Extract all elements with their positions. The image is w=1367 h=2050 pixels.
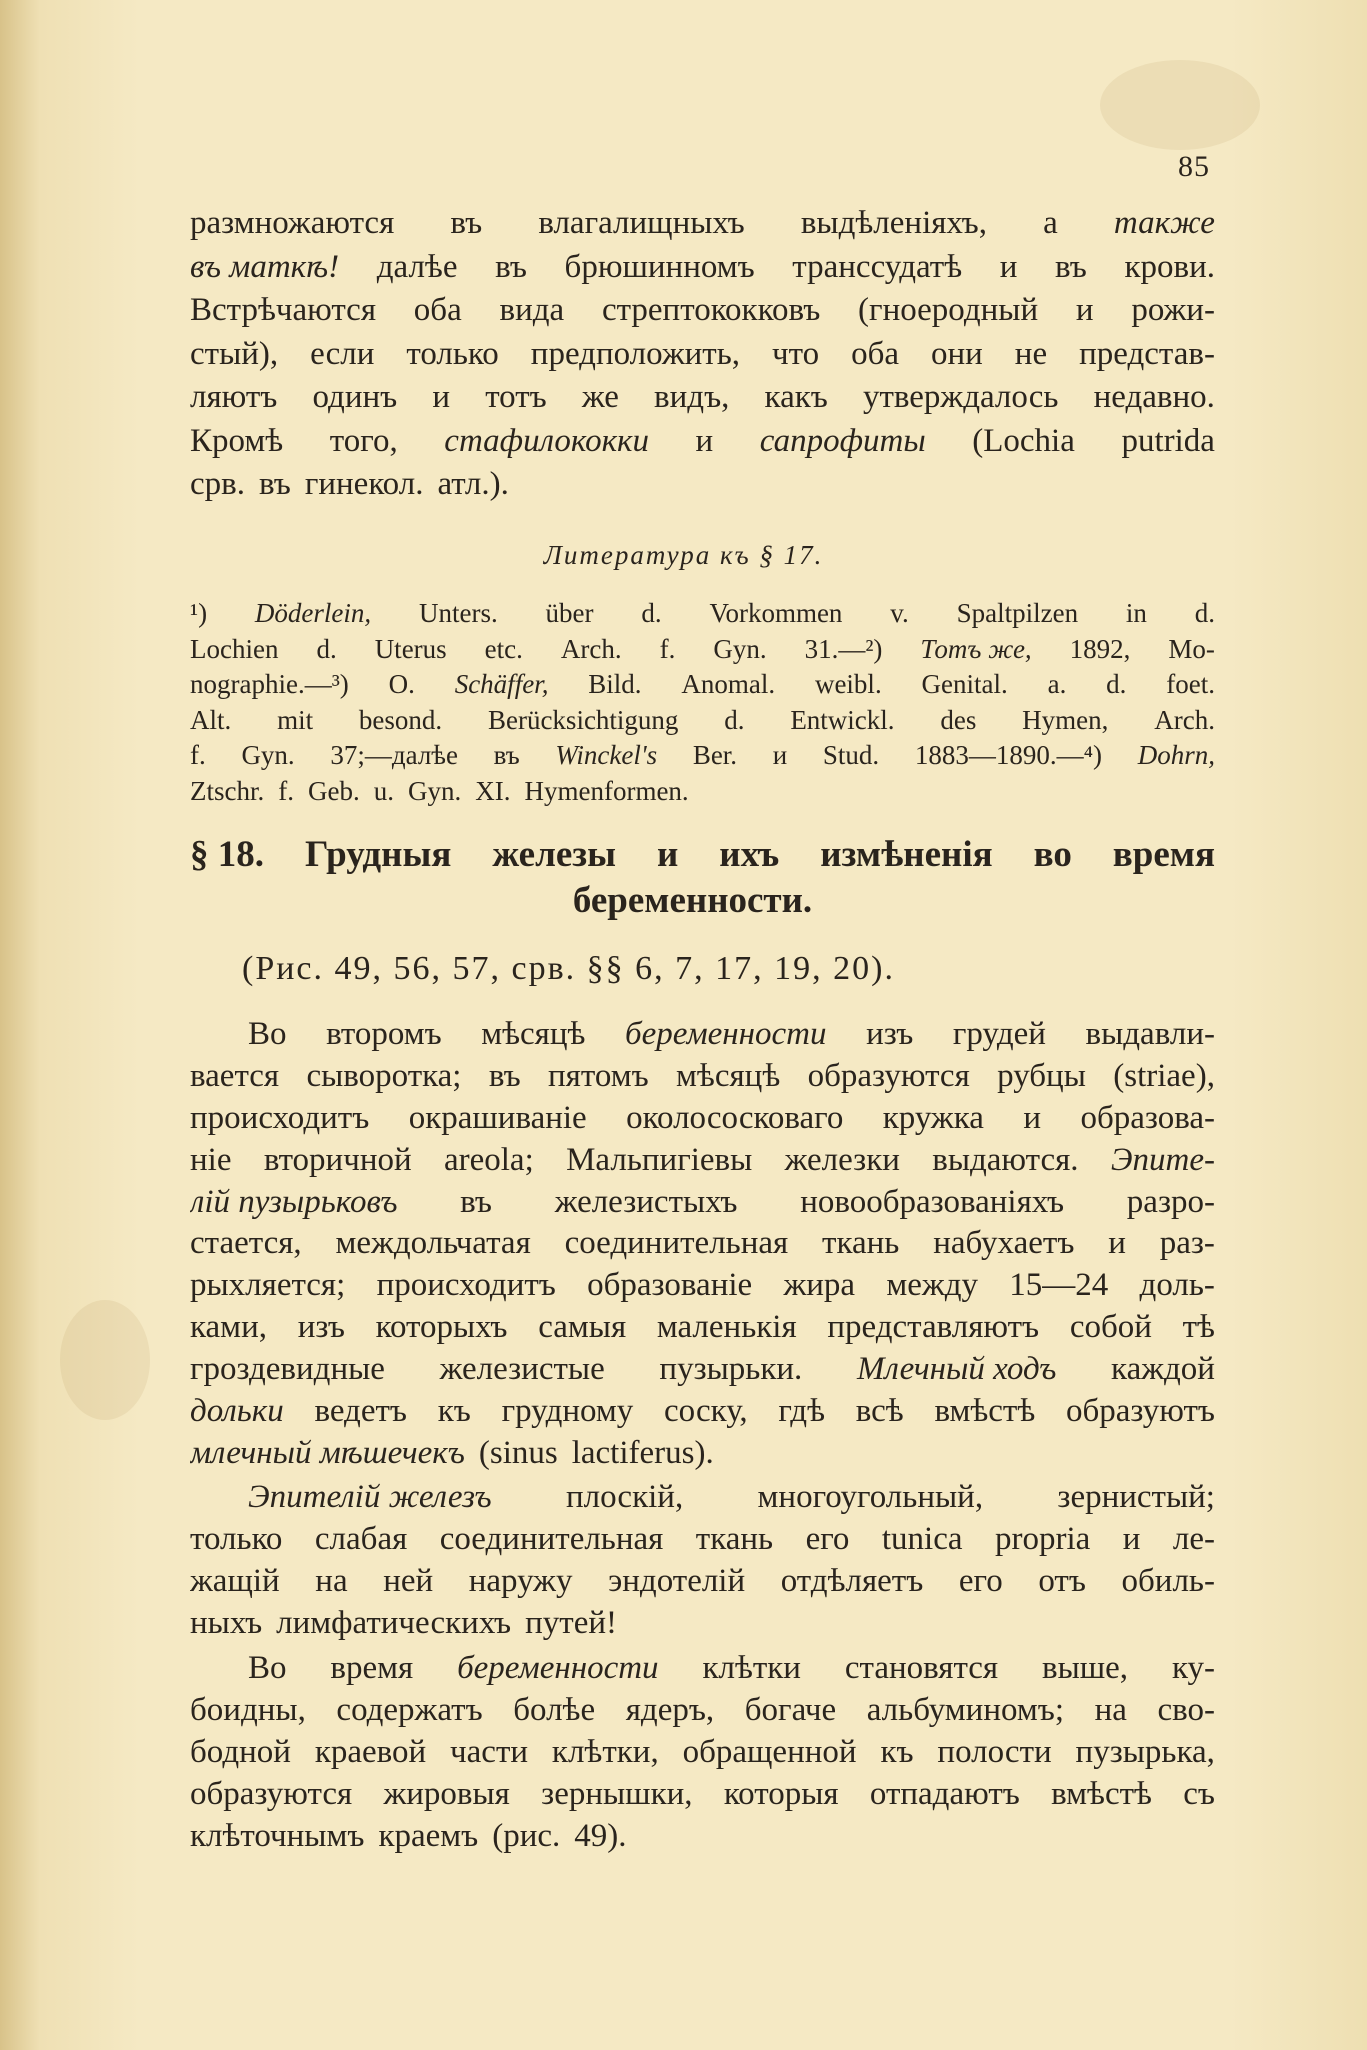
word: его [958,1563,1003,1599]
word: рыхляется; [190,1267,346,1304]
word: которыя [723,1776,839,1812]
word: срв. [190,466,245,502]
word: млечный мѣшечекъ [190,1434,465,1471]
word: брюшинномъ [564,248,755,285]
word: сапрофиты [759,422,926,459]
word: weibl. [814,669,882,699]
word: образуются [807,1057,970,1094]
text-line [190,246,1215,290]
word: въ [450,205,483,241]
word: Anomal. [681,669,776,699]
word: Во [248,1016,287,1052]
word: стафилококки [444,422,649,459]
word: ядеръ, [625,1692,715,1728]
word: всѣ [855,1393,904,1430]
word: вмѣстѣ [934,1393,1036,1430]
word: образуются [190,1776,353,1812]
word: foet. [1166,669,1215,699]
word: Во [248,1650,287,1686]
word: и [695,422,714,459]
paragraph-1 [190,202,1215,507]
text-line [190,1647,1215,1689]
word: набухаетъ [933,1225,1075,1262]
word: вида [499,292,565,328]
word: въ [258,466,291,502]
paragraph-4 [190,1647,1215,1857]
word: и [1075,292,1094,328]
word: въ [460,1183,492,1220]
word: Gyn. [713,633,767,664]
word: лимфатическихъ [276,1605,512,1641]
word: in [1125,598,1147,628]
word: въ маткѣ! [190,248,340,285]
word: a. [1047,669,1067,699]
word: собой [1069,1309,1152,1346]
word: über [545,598,594,628]
paragraph-3 [190,1476,1215,1644]
word: зернистый; [1057,1479,1215,1515]
word: выдаются. [932,1141,1079,1178]
text-line [190,1223,1215,1265]
word: Mo- [1168,633,1215,664]
word: Ztschr. [190,775,265,806]
text-line [190,333,1215,377]
word: d. [1106,669,1127,699]
word: грудному [501,1393,634,1430]
word: на [1094,1692,1127,1728]
word: Dohrn, [1137,740,1215,770]
word: обращенной [682,1734,857,1770]
text-line [190,1014,1215,1056]
text-line [190,738,1215,774]
word: гдѣ [778,1393,826,1430]
word: гроздевидные [190,1351,385,1388]
word: происходитъ [190,1099,370,1136]
word: 31.—²) [804,633,883,664]
word: недавно. [1093,379,1215,415]
word: Schäffer, [454,669,549,699]
word: въ [493,740,520,770]
word: транссудатѣ [792,248,963,285]
word: и [656,834,679,875]
word: краевой [314,1734,427,1770]
word: крови. [1124,248,1215,285]
word: d. [641,598,662,628]
word: Тотъ же, [920,633,1032,664]
word: выдѣленіяхъ, [800,205,987,241]
word: тѣ [1182,1309,1215,1346]
word: вается [190,1057,280,1094]
text-line [190,420,1215,464]
word: Bild. [588,669,642,699]
word: ведетъ [314,1393,407,1430]
word: далѣе [376,248,458,285]
paper-stain [1100,60,1260,150]
word: въ [495,248,527,285]
word: представ- [1079,335,1215,372]
word: наружу [468,1563,573,1599]
word: Genital. [921,669,1008,699]
word: ихъ [719,834,780,875]
word: дольки [190,1393,284,1430]
word: пузырька, [1075,1734,1215,1770]
word: ткань [695,1521,774,1557]
word: u. [373,775,394,806]
word: ней [383,1563,434,1599]
word: оба [413,292,462,328]
word: соединительная [564,1225,789,1262]
word: и [432,379,451,415]
text-line [190,1518,1215,1560]
word: des [940,704,977,735]
word: въ [1055,248,1087,285]
text-line [190,1689,1215,1731]
word: и [999,248,1018,285]
text-line [190,1182,1215,1224]
word: зернышки, [541,1776,693,1812]
page-number: 85 [1178,150,1210,183]
word: ле- [1172,1521,1215,1557]
word: жировыя [383,1776,510,1812]
word: его [805,1521,850,1557]
word: разро- [1126,1183,1215,1220]
word: соску, [664,1393,748,1430]
word: образуютъ [1065,1393,1215,1430]
word: мѣсяцѣ [676,1057,781,1094]
word: и [1023,1099,1042,1136]
word: новообразованіяхъ [800,1183,1065,1220]
word: междольчатая [335,1225,531,1262]
word: Эпите- [1110,1141,1215,1178]
word: f. [190,740,206,770]
word: между [886,1267,978,1304]
word: и [772,740,788,770]
word: содержатъ [336,1692,483,1728]
literature-heading: Литература къ § 17. [543,540,824,570]
word: изъ [866,1016,914,1052]
word: 1892, [1069,633,1131,664]
text-line [190,1307,1215,1349]
word: съ [1183,1776,1215,1812]
word: putrida [1121,422,1215,459]
word: околососковаго [626,1099,844,1136]
word: Мальпигіевы [566,1141,753,1178]
text-line [190,1349,1215,1391]
word: они [930,335,983,372]
word: второмъ [326,1016,442,1052]
text-line [190,463,1215,507]
word: выдавли- [1085,1016,1215,1052]
word: стый), [190,335,279,372]
word: v. [890,598,909,628]
word: размножаются [190,205,395,241]
word: самыя [538,1309,627,1346]
word: Грудныя [304,834,452,875]
word: сво- [1157,1692,1215,1728]
word: время [1112,834,1215,875]
word: гинекол. [304,466,424,502]
word: изъ [297,1309,345,1346]
section-title [190,832,1215,924]
word: tunica [881,1521,963,1557]
word: клѣтки [702,1650,801,1686]
text-line [190,1773,1215,1815]
word: же [581,379,619,415]
word: Spaltpilzen [956,598,1079,628]
word: клѣточнымъ [190,1818,365,1854]
word: каждой [1111,1351,1215,1388]
word: рожи- [1131,292,1215,328]
word: сыворотка; [306,1057,462,1094]
word: вторичной [263,1141,412,1178]
word: представляютъ [827,1309,1040,1346]
word: клѣтки, [551,1734,659,1770]
word: атл.). [437,466,509,502]
word: Geb. [308,775,360,806]
word: вмѣстѣ [1051,1776,1152,1812]
text-line [190,202,1215,246]
word: предположить, [530,335,740,372]
word: Entwickl. [790,704,895,735]
word: плоскій, [565,1479,684,1515]
word: становятся [844,1650,999,1686]
word: Ber. [692,740,738,770]
word: утверждалось [862,379,1059,415]
word: что [771,335,820,372]
word: Döderlein, [254,598,372,628]
word: пузырьки. [659,1351,803,1388]
word: d. [724,704,745,735]
word: болѣе [513,1692,596,1728]
word: стрептококковъ [601,292,821,328]
text-line [190,667,1215,703]
word: доль- [1139,1267,1215,1304]
word: Gyn. [407,775,462,806]
word: etc. [484,633,523,664]
word: XI. [475,775,511,806]
word: только [190,1521,283,1557]
word: areola; [443,1141,534,1178]
word: на [315,1563,348,1599]
word: отпадаютъ [869,1776,1020,1812]
text-line [190,632,1215,668]
word: маленькія [656,1309,797,1346]
word: въ [488,1057,521,1094]
word: оба [851,335,899,372]
section-title-line-1 [190,832,1215,878]
word: грудей [952,1016,1046,1052]
word: железистыхъ [554,1183,738,1220]
text-line [190,596,1215,632]
word: Эпителій железъ [248,1479,492,1515]
word: Arch. [1154,704,1215,735]
word: къ [437,1393,471,1430]
word: propria [994,1521,1091,1557]
word: ками, [190,1309,267,1346]
text-line [190,289,1215,333]
word: ¹) [190,598,208,628]
word: Uterus [374,633,447,664]
word: (рис. [492,1818,561,1854]
word: besond. [358,704,443,735]
word: d. [1194,598,1215,628]
paper-stain [60,1300,150,1420]
word: (sinus [478,1434,558,1471]
word: соединительная [439,1521,664,1557]
word: Arch. [560,633,622,664]
word: 49). [574,1818,627,1854]
word: которыхъ [375,1309,508,1346]
word: мѣсяцѣ [481,1016,586,1052]
word: Млечный ходъ [856,1351,1057,1388]
text-line [190,1140,1215,1182]
word: железистые [439,1351,605,1388]
word: ныхъ [190,1605,263,1641]
text-line [190,1056,1215,1098]
word: раз- [1159,1225,1215,1262]
word: одинъ [312,379,398,415]
text-line [190,703,1215,739]
word: влагалищныхъ [538,205,745,241]
word: Unters. [418,598,498,628]
word: O. [388,669,415,699]
word: эндотелій [608,1563,746,1599]
word: mit [277,704,314,735]
word: стается, [190,1225,302,1262]
word: ку- [1171,1650,1215,1686]
word: Stud. [822,740,880,770]
word: Alt. [190,704,232,735]
word: nographie.—³) [190,669,349,699]
text-line [190,1098,1215,1140]
word: а [1043,205,1058,241]
word: 37;—далѣе [330,740,458,770]
word: отдѣляетъ [780,1563,924,1599]
word: железки [784,1141,900,1178]
word: также [1113,205,1215,241]
paragraph-2 [190,1014,1215,1475]
word: 1883—1890.—⁴) [914,740,1103,770]
word: выше, [1042,1650,1129,1686]
text-line [190,376,1215,420]
word: (гноеродный [858,292,1039,328]
word: жащій [190,1563,280,1599]
word: lactiferus). [571,1434,714,1471]
word: краемъ [378,1818,479,1854]
word: только [406,335,499,372]
text-line [190,1391,1215,1433]
word: альбуминомъ; [866,1692,1064,1728]
text-line [190,1476,1215,1518]
word: Lochien [190,633,279,664]
word: время [330,1650,414,1686]
word: боидны, [190,1692,306,1728]
section-title-line-2: беременности. [572,880,813,921]
word: какъ [764,379,828,415]
word: пятомъ [548,1057,649,1094]
word: рубцы [997,1057,1086,1094]
word: d. [316,633,337,664]
word: Winckel's [555,740,658,770]
word: Встрѣчаются [190,292,377,328]
word: Gyn. [241,740,295,770]
word: f. [659,633,676,664]
word: тотъ [485,379,547,415]
word: не [1014,335,1048,372]
word: во [1033,834,1072,875]
word: происходитъ [376,1267,556,1304]
word: Hymen, [1022,704,1109,735]
word: f. [278,775,294,806]
word: беременности [457,1650,659,1686]
word: бодной [190,1734,291,1770]
word: слабая [314,1521,408,1557]
word: и [1108,1225,1126,1262]
word: отъ [1038,1563,1086,1599]
word: кружка [882,1099,984,1136]
figure-references: (Рис. 49, 56, 57, срв. §§ 6, 7, 17, 19, 20). [242,950,895,987]
word: беременности [625,1016,827,1052]
text-line [190,1731,1215,1773]
word: обиль- [1121,1563,1215,1599]
word: образованіе [587,1267,753,1304]
text-line [190,774,1215,810]
word: жира [783,1267,856,1304]
word: богаче [744,1692,837,1728]
text-line [190,1602,1215,1644]
word: Кромѣ [190,422,284,459]
text-line [190,1815,1215,1857]
word: Vorkommen [709,598,843,628]
word: если [310,335,375,372]
text-line [190,1265,1215,1307]
text-line [190,1560,1215,1602]
word: полости [937,1734,1052,1770]
word: видъ, [654,379,730,415]
word: окрашиваніе [408,1099,587,1136]
word: 15—24 [1009,1267,1109,1304]
word: части [450,1734,529,1770]
word: путей! [525,1605,618,1641]
word: ляютъ [190,379,278,415]
word: Berücksichtigung [487,704,679,735]
word: измѣненія [820,834,993,875]
literature-references [190,596,1215,809]
word: и [1122,1521,1141,1557]
word: (striae), [1113,1057,1215,1094]
word: къ [880,1734,914,1770]
word: того, [329,422,398,459]
word: ткань [822,1225,900,1262]
word: образова- [1080,1099,1215,1136]
word: ніе [190,1141,232,1178]
word: железы [492,834,617,875]
word: лій пузырьковъ [190,1183,398,1220]
word: многоугольный, [757,1479,984,1515]
word: Hymenformen. [524,775,689,806]
text-line [190,1433,1215,1475]
word: § 18. [190,834,264,875]
word: (Lochia [972,422,1075,459]
